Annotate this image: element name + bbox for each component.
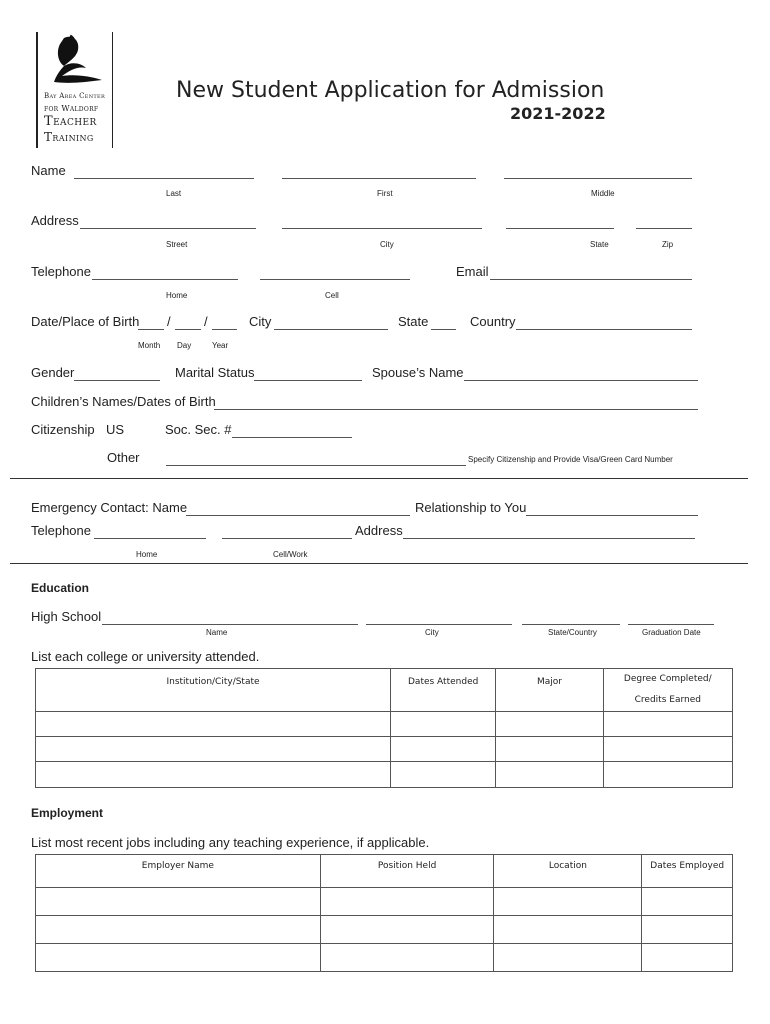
section-divider xyxy=(10,563,748,564)
table-row xyxy=(36,916,733,944)
address-zip-input[interactable] xyxy=(636,214,692,229)
birth-country-input[interactable] xyxy=(516,315,692,330)
table-row xyxy=(36,944,733,972)
email-input[interactable] xyxy=(490,265,692,280)
spouse-label: Spouse’s Name xyxy=(372,365,464,380)
dob-separator: / xyxy=(204,314,208,329)
address-zip-caption: Zip xyxy=(662,240,674,249)
dob-day-caption: Day xyxy=(177,341,192,350)
name-last-caption: Last xyxy=(166,189,182,198)
dob-month-input[interactable] xyxy=(138,315,164,330)
birth-state-input[interactable] xyxy=(431,315,456,330)
table-cell[interactable] xyxy=(36,944,321,972)
emergency-cell-caption: Cell/Work xyxy=(273,550,308,559)
col-dates-attended: Dates Attended xyxy=(391,669,496,712)
hs-graduation-input[interactable] xyxy=(628,610,714,625)
name-middle-caption: Middle xyxy=(591,189,615,198)
hs-name-input[interactable] xyxy=(102,610,358,625)
col-employer: Employer Name xyxy=(36,855,321,888)
table-cell[interactable] xyxy=(391,737,496,762)
logo-line-4: Training xyxy=(44,130,94,144)
col-degree xyxy=(603,669,732,712)
col-degree-line1: Degree Completed/ xyxy=(623,674,712,684)
birth-city-input[interactable] xyxy=(274,315,388,330)
employment-prompt: List most recent jobs including any teaching experience, if applicable. xyxy=(31,835,430,850)
address-street-caption: Street xyxy=(166,240,188,249)
table-cell[interactable] xyxy=(496,762,603,788)
name-label: Name xyxy=(31,163,66,178)
logo-mark-icon xyxy=(34,32,114,92)
gender-label: Gender xyxy=(31,365,75,380)
ssn-label: Soc. Sec. # xyxy=(165,422,232,437)
table-row xyxy=(36,712,733,737)
birth-city-label: City xyxy=(249,314,272,329)
dob-year-input[interactable] xyxy=(212,315,237,330)
table-cell[interactable] xyxy=(494,916,642,944)
employment-heading: Employment xyxy=(31,806,104,820)
high-school-label: High School xyxy=(31,609,102,624)
citizenship-other-input[interactable] xyxy=(166,451,466,466)
table-cell[interactable] xyxy=(36,888,321,916)
emergency-phone-cell-input[interactable] xyxy=(222,524,352,539)
children-input[interactable] xyxy=(214,395,698,410)
table-cell[interactable] xyxy=(36,712,391,737)
table-cell[interactable] xyxy=(391,712,496,737)
relationship-label: Relationship to You xyxy=(415,500,527,515)
logo-line-3: Teacher xyxy=(44,114,97,129)
table-cell[interactable] xyxy=(494,888,642,916)
col-institution: Institution/City/State xyxy=(36,669,391,712)
education-heading: Education xyxy=(31,581,90,595)
table-cell[interactable] xyxy=(320,888,494,916)
marital-label: Marital Status xyxy=(175,365,255,380)
birth-country-label: Country xyxy=(470,314,516,329)
address-label: Address xyxy=(31,213,79,228)
hs-city-caption: City xyxy=(425,628,439,637)
name-middle-input[interactable] xyxy=(504,164,692,179)
table-row xyxy=(36,762,733,788)
table-cell[interactable] xyxy=(496,712,603,737)
hs-graduation-caption: Graduation Date xyxy=(642,628,701,637)
table-cell[interactable] xyxy=(642,944,733,972)
gender-input[interactable] xyxy=(74,366,160,381)
dob-separator: / xyxy=(167,314,171,329)
dob-label: Date/Place of Birth xyxy=(31,314,140,329)
college-prompt: List each college or university attended. xyxy=(31,649,260,664)
emergency-name-label: Emergency Contact: Name xyxy=(31,500,188,515)
spouse-input[interactable] xyxy=(464,366,698,381)
citizenship-label: Citizenship xyxy=(31,422,95,437)
hs-name-caption: Name xyxy=(206,628,228,637)
address-street-input[interactable] xyxy=(80,214,256,229)
birth-state-label: State xyxy=(398,314,429,329)
col-location: Location xyxy=(494,855,642,888)
emergency-telephone-label: Telephone xyxy=(31,523,91,538)
table-cell[interactable] xyxy=(494,944,642,972)
telephone-home-caption: Home xyxy=(166,291,188,300)
logo-line-2: for Waldorf xyxy=(44,104,99,113)
table-cell[interactable] xyxy=(603,712,732,737)
citizenship-us-option[interactable]: US xyxy=(106,422,125,437)
col-position: Position Held xyxy=(320,855,494,888)
hs-state-caption: State/Country xyxy=(548,628,597,637)
ssn-input[interactable] xyxy=(232,423,352,438)
dob-month-caption: Month xyxy=(138,341,161,350)
email-label: Email xyxy=(456,264,489,279)
col-major: Major xyxy=(496,669,603,712)
table-cell[interactable] xyxy=(36,762,391,788)
name-first-caption: First xyxy=(377,189,393,198)
table-cell[interactable] xyxy=(320,916,494,944)
citizenship-other-option[interactable]: Other xyxy=(107,450,140,465)
emergency-address-input[interactable] xyxy=(403,524,695,539)
table-cell[interactable] xyxy=(642,888,733,916)
logo-line-1: Bay Area Center xyxy=(44,92,106,100)
page-title: New Student Application for Admission xyxy=(176,78,605,103)
address-city-input[interactable] xyxy=(282,214,482,229)
emergency-name-input[interactable] xyxy=(186,501,410,516)
telephone-home-input[interactable] xyxy=(92,265,238,280)
address-city-caption: City xyxy=(380,240,394,249)
hs-city-input[interactable] xyxy=(366,610,512,625)
table-cell[interactable] xyxy=(603,737,732,762)
table-cell[interactable] xyxy=(320,944,494,972)
telephone-cell-caption: Cell xyxy=(325,291,339,300)
hs-state-input[interactable] xyxy=(522,610,620,625)
name-first-input[interactable] xyxy=(282,164,476,179)
table-row xyxy=(36,737,733,762)
children-label: Children’s Names/Dates of Birth xyxy=(31,394,216,409)
table-cell[interactable] xyxy=(642,916,733,944)
marital-input[interactable] xyxy=(254,366,362,381)
col-degree-line2: Credits Earned xyxy=(634,695,701,705)
employment-table xyxy=(35,854,733,972)
dob-year-caption: Year xyxy=(212,341,229,350)
dob-day-input[interactable] xyxy=(175,315,201,330)
table-row xyxy=(36,888,733,916)
emergency-phone-home-input[interactable] xyxy=(94,524,206,539)
section-divider xyxy=(10,478,748,479)
logo xyxy=(34,32,114,150)
table-cell[interactable] xyxy=(603,762,732,788)
emergency-address-label: Address xyxy=(355,523,403,538)
address-state-input[interactable] xyxy=(506,214,614,229)
name-last-input[interactable] xyxy=(74,164,254,179)
page-year: 2021-2022 xyxy=(510,104,606,123)
emergency-home-caption: Home xyxy=(136,550,158,559)
telephone-cell-input[interactable] xyxy=(260,265,410,280)
telephone-label: Telephone xyxy=(31,264,91,279)
citizenship-other-note: Specify Citizenship and Provide Visa/Green Card Number xyxy=(468,455,673,464)
col-dates-employed: Dates Employed xyxy=(642,855,733,888)
relationship-input[interactable] xyxy=(526,501,698,516)
table-cell[interactable] xyxy=(36,916,321,944)
address-state-caption: State xyxy=(590,240,609,249)
table-cell[interactable] xyxy=(36,737,391,762)
college-table xyxy=(35,668,733,788)
table-cell[interactable] xyxy=(391,762,496,788)
table-cell[interactable] xyxy=(496,737,603,762)
